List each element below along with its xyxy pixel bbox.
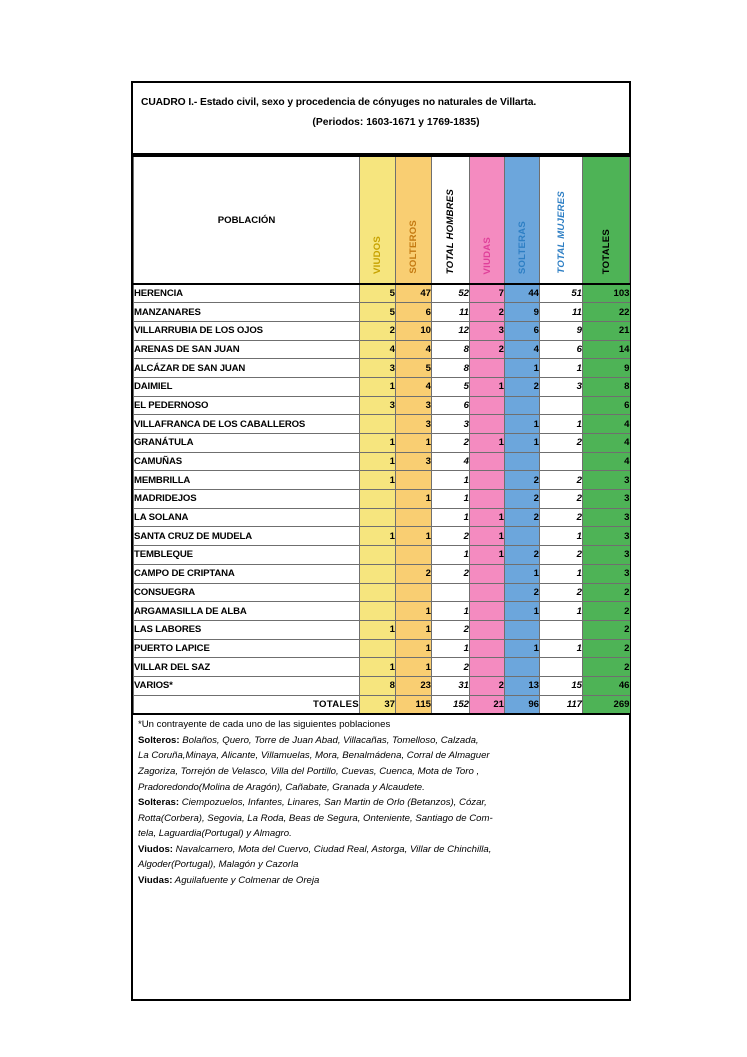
cell-viudas bbox=[470, 396, 505, 415]
column-header-viudas bbox=[470, 156, 505, 284]
cell-poblacion: MADRIDEJOS bbox=[134, 490, 360, 509]
footnote-line bbox=[138, 842, 623, 858]
totals-total-mujeres: 117 bbox=[540, 695, 583, 714]
cell-poblacion: DAIMIEL bbox=[134, 377, 360, 396]
table-row bbox=[134, 676, 630, 695]
cell-solteras: 2 bbox=[505, 377, 540, 396]
cell-solteras: 2 bbox=[505, 508, 540, 527]
footnote-line bbox=[138, 795, 623, 811]
footnote-line bbox=[138, 826, 623, 842]
cell-solteros: 1 bbox=[396, 490, 432, 509]
cell-viudos: 1 bbox=[360, 658, 396, 677]
cell-solteras: 4 bbox=[505, 340, 540, 359]
cell-viudas bbox=[470, 602, 505, 621]
cell-viudas bbox=[470, 415, 505, 434]
totals-viudas: 21 bbox=[470, 695, 505, 714]
footnote-groups bbox=[138, 733, 623, 889]
cell-totales: 9 bbox=[583, 359, 630, 378]
cell-solteros: 6 bbox=[396, 303, 432, 322]
cell-viudos: 5 bbox=[360, 303, 396, 322]
cell-poblacion: GRANÁTULA bbox=[134, 434, 360, 453]
cell-solteros bbox=[396, 583, 432, 602]
column-header-poblacion: POBLACIÓN bbox=[134, 156, 360, 284]
cell-total-hombres: 1 bbox=[432, 602, 470, 621]
footnote-text: Pradoredondo(Molina de Aragón), Cañabate, Granada y Alcaudete. bbox=[138, 781, 425, 793]
cuadro-table bbox=[133, 155, 630, 715]
cell-poblacion: VILLAFRANCA DE LOS CABALLEROS bbox=[134, 415, 360, 434]
cell-viudas: 1 bbox=[470, 508, 505, 527]
cell-total-mujeres bbox=[540, 620, 583, 639]
totals-total-hombres: 152 bbox=[432, 695, 470, 714]
cell-viudos bbox=[360, 508, 396, 527]
footnote-text: Ciempozuelos, Infantes, Linares, San Martin de Orlo (Betanzos), Cózar, bbox=[179, 797, 487, 809]
cell-solteros bbox=[396, 508, 432, 527]
cell-total-hombres: 1 bbox=[432, 471, 470, 490]
cell-totales: 3 bbox=[583, 546, 630, 565]
cell-total-hombres: 11 bbox=[432, 303, 470, 322]
cell-poblacion: VILLAR DEL SAZ bbox=[134, 658, 360, 677]
cell-solteras bbox=[505, 396, 540, 415]
footnote-line bbox=[138, 748, 623, 764]
footnote-line bbox=[138, 764, 623, 780]
cell-viudos: 4 bbox=[360, 340, 396, 359]
cell-viudos bbox=[360, 415, 396, 434]
cell-viudos bbox=[360, 564, 396, 583]
totals-row bbox=[134, 695, 630, 714]
cell-total-mujeres: 9 bbox=[540, 321, 583, 340]
cell-viudos: 8 bbox=[360, 676, 396, 695]
cell-poblacion: CAMUÑAS bbox=[134, 452, 360, 471]
cell-solteras: 2 bbox=[505, 583, 540, 602]
cell-solteras: 6 bbox=[505, 321, 540, 340]
cell-solteras: 2 bbox=[505, 471, 540, 490]
cell-solteros: 5 bbox=[396, 359, 432, 378]
cell-viudas bbox=[470, 564, 505, 583]
footnote-text: Aguilafuente y Colmenar de Oreja bbox=[172, 875, 320, 887]
cell-solteros: 2 bbox=[396, 564, 432, 583]
cell-poblacion: MANZANARES bbox=[134, 303, 360, 322]
cell-viudos: 1 bbox=[360, 527, 396, 546]
cell-viudas: 1 bbox=[470, 527, 505, 546]
cell-solteras bbox=[505, 527, 540, 546]
table-row bbox=[134, 284, 630, 303]
cell-total-hombres: 31 bbox=[432, 676, 470, 695]
cell-total-hombres: 2 bbox=[432, 620, 470, 639]
cell-viudos bbox=[360, 583, 396, 602]
cell-solteros: 3 bbox=[396, 415, 432, 434]
cell-total-hombres: 8 bbox=[432, 359, 470, 378]
cell-total-mujeres: 1 bbox=[540, 564, 583, 583]
cell-viudos: 3 bbox=[360, 396, 396, 415]
table-row bbox=[134, 602, 630, 621]
cell-total-hombres: 1 bbox=[432, 508, 470, 527]
table-row bbox=[134, 583, 630, 602]
cell-solteras: 1 bbox=[505, 434, 540, 453]
cell-total-hombres: 6 bbox=[432, 396, 470, 415]
cell-totales: 4 bbox=[583, 434, 630, 453]
cell-solteros: 1 bbox=[396, 639, 432, 658]
cell-total-mujeres: 1 bbox=[540, 415, 583, 434]
cell-viudos: 1 bbox=[360, 434, 396, 453]
footnote-line bbox=[138, 780, 623, 796]
cell-totales: 3 bbox=[583, 527, 630, 546]
cell-viudos: 1 bbox=[360, 620, 396, 639]
footnote-label: Solteros: bbox=[138, 734, 180, 746]
cell-viudas: 2 bbox=[470, 340, 505, 359]
table-row bbox=[134, 452, 630, 471]
cell-viudos bbox=[360, 546, 396, 565]
cell-viudas bbox=[470, 471, 505, 490]
cell-viudos bbox=[360, 602, 396, 621]
table-row bbox=[134, 303, 630, 322]
cell-solteras: 13 bbox=[505, 676, 540, 695]
cell-solteras: 44 bbox=[505, 284, 540, 303]
cell-total-hombres: 5 bbox=[432, 377, 470, 396]
cell-viudos: 5 bbox=[360, 284, 396, 303]
cell-viudas bbox=[470, 620, 505, 639]
cell-solteros: 1 bbox=[396, 658, 432, 677]
cell-totales: 3 bbox=[583, 490, 630, 509]
table-row bbox=[134, 321, 630, 340]
cell-solteros: 23 bbox=[396, 676, 432, 695]
column-header-solteras bbox=[505, 156, 540, 284]
table-row bbox=[134, 359, 630, 378]
column-header-total-mujeres bbox=[540, 156, 583, 284]
table-row bbox=[134, 434, 630, 453]
cell-total-hombres: 2 bbox=[432, 658, 470, 677]
cell-total-hombres: 1 bbox=[432, 546, 470, 565]
cell-total-mujeres: 6 bbox=[540, 340, 583, 359]
cell-totales: 8 bbox=[583, 377, 630, 396]
footnote-text: Zagoriza, Torrejón de Velasco, Villa del Portillo, Cuevas, Cuenca, Mota de Toro , bbox=[138, 765, 480, 777]
cell-total-mujeres: 1 bbox=[540, 527, 583, 546]
cell-solteras: 1 bbox=[505, 359, 540, 378]
cell-totales: 3 bbox=[583, 471, 630, 490]
cell-viudas bbox=[470, 490, 505, 509]
cell-poblacion: TEMBLEQUE bbox=[134, 546, 360, 565]
footnote-line bbox=[138, 873, 623, 889]
cell-totales: 2 bbox=[583, 620, 630, 639]
table-row bbox=[134, 546, 630, 565]
cell-poblacion: CONSUEGRA bbox=[134, 583, 360, 602]
table-row bbox=[134, 658, 630, 677]
table-row bbox=[134, 471, 630, 490]
cell-totales: 3 bbox=[583, 508, 630, 527]
cell-total-mujeres: 1 bbox=[540, 602, 583, 621]
cell-solteras bbox=[505, 658, 540, 677]
footnote-text: tela, Laguardia(Portugal) y Almagro. bbox=[138, 828, 292, 840]
table-body bbox=[134, 284, 630, 695]
cell-total-hombres: 12 bbox=[432, 321, 470, 340]
cell-solteros: 10 bbox=[396, 321, 432, 340]
cell-viudos: 1 bbox=[360, 452, 396, 471]
cuadro-sheet bbox=[131, 81, 631, 1001]
cell-totales: 2 bbox=[583, 602, 630, 621]
totals-solteros: 115 bbox=[396, 695, 432, 714]
column-header-total-hombres-label: TOTAL HOMBRES bbox=[445, 188, 456, 274]
cell-viudos bbox=[360, 639, 396, 658]
document-title: CUADRO I.- Estado civil, sexo y procedencia de cónyuges no naturales de Villarta. bbox=[141, 97, 537, 108]
cell-total-mujeres: 2 bbox=[540, 471, 583, 490]
cell-total-mujeres: 2 bbox=[540, 490, 583, 509]
cell-solteros: 1 bbox=[396, 620, 432, 639]
cell-total-mujeres bbox=[540, 452, 583, 471]
cell-totales: 6 bbox=[583, 396, 630, 415]
table-header-row bbox=[134, 156, 630, 284]
document-subtitle: (Periodos: 1603-1671 y 1769-1835) bbox=[312, 116, 480, 128]
cell-viudas bbox=[470, 359, 505, 378]
cell-solteras: 1 bbox=[505, 639, 540, 658]
cell-viudas bbox=[470, 583, 505, 602]
totals-solteras: 96 bbox=[505, 695, 540, 714]
cell-total-mujeres bbox=[540, 396, 583, 415]
cell-viudos: 1 bbox=[360, 471, 396, 490]
cell-total-mujeres: 1 bbox=[540, 359, 583, 378]
cell-total-mujeres: 1 bbox=[540, 639, 583, 658]
cell-total-mujeres: 2 bbox=[540, 508, 583, 527]
cell-total-mujeres: 2 bbox=[540, 546, 583, 565]
cell-poblacion: PUERTO LAPICE bbox=[134, 639, 360, 658]
table-row bbox=[134, 377, 630, 396]
cell-total-hombres: 1 bbox=[432, 639, 470, 658]
cell-viudas bbox=[470, 639, 505, 658]
cell-poblacion: MEMBRILLA bbox=[134, 471, 360, 490]
cell-poblacion: ALCÁZAR DE SAN JUAN bbox=[134, 359, 360, 378]
cell-totales: 46 bbox=[583, 676, 630, 695]
footnote-text: Bolaños, Quero, Torre de Juan Abad, Villacañas, Tomelloso, Calzada, bbox=[179, 734, 479, 746]
table-row bbox=[134, 490, 630, 509]
cell-total-hombres: 3 bbox=[432, 415, 470, 434]
cell-totales: 2 bbox=[583, 658, 630, 677]
table-row bbox=[134, 415, 630, 434]
cell-total-mujeres: 11 bbox=[540, 303, 583, 322]
cell-solteras bbox=[505, 452, 540, 471]
footnotes bbox=[133, 715, 629, 895]
cell-poblacion: LA SOLANA bbox=[134, 508, 360, 527]
cell-viudas: 3 bbox=[470, 321, 505, 340]
cell-total-hombres: 2 bbox=[432, 527, 470, 546]
table-row bbox=[134, 396, 630, 415]
cell-solteros: 4 bbox=[396, 377, 432, 396]
column-header-total-hombres bbox=[432, 156, 470, 284]
cell-viudas: 7 bbox=[470, 284, 505, 303]
table-row bbox=[134, 527, 630, 546]
totals-grand: 269 bbox=[583, 695, 630, 714]
cell-totales: 2 bbox=[583, 639, 630, 658]
cell-solteros: 4 bbox=[396, 340, 432, 359]
table-row bbox=[134, 340, 630, 359]
cell-solteros bbox=[396, 546, 432, 565]
cell-total-hombres: 2 bbox=[432, 434, 470, 453]
footnote-line bbox=[138, 811, 623, 827]
cell-total-hombres: 52 bbox=[432, 284, 470, 303]
totals-viudos: 37 bbox=[360, 695, 396, 714]
cell-totales: 22 bbox=[583, 303, 630, 322]
cell-viudos: 3 bbox=[360, 359, 396, 378]
cell-total-hombres: 4 bbox=[432, 452, 470, 471]
cell-total-mujeres: 2 bbox=[540, 583, 583, 602]
table-row bbox=[134, 508, 630, 527]
cell-solteros: 1 bbox=[396, 527, 432, 546]
cell-totales: 4 bbox=[583, 452, 630, 471]
cell-total-mujeres bbox=[540, 658, 583, 677]
cell-solteras: 9 bbox=[505, 303, 540, 322]
cell-total-mujeres: 51 bbox=[540, 284, 583, 303]
cell-total-hombres: 1 bbox=[432, 490, 470, 509]
cell-viudas bbox=[470, 658, 505, 677]
table-row bbox=[134, 564, 630, 583]
cell-solteros: 1 bbox=[396, 602, 432, 621]
footnote-label: Viudos: bbox=[138, 843, 174, 855]
cell-solteras: 2 bbox=[505, 546, 540, 565]
cell-viudas: 2 bbox=[470, 303, 505, 322]
column-header-total-mujeres-label: TOTAL MUJERES bbox=[555, 191, 567, 274]
cell-solteros: 3 bbox=[396, 396, 432, 415]
footnote-line bbox=[138, 857, 623, 873]
cell-solteras: 1 bbox=[505, 602, 540, 621]
cell-poblacion: HERENCIA bbox=[134, 284, 360, 303]
cell-totales: 21 bbox=[583, 321, 630, 340]
cell-total-mujeres: 15 bbox=[540, 676, 583, 695]
cell-totales: 3 bbox=[583, 564, 630, 583]
column-header-viudos-label: VIUDOS bbox=[372, 236, 383, 274]
footnote-text: Navalcarnero, Mota del Cuervo, Ciudad Real, Astorga, Villar de Chinchilla, bbox=[173, 843, 492, 855]
footnote-label: Viudas: bbox=[138, 875, 173, 887]
cell-totales: 4 bbox=[583, 415, 630, 434]
footnote-label: Solteras: bbox=[138, 797, 180, 809]
footnote-text: La Coruña,Minaya, Alicante, Villamuelas, Mora, Benalmádena, Corral de Almaguer bbox=[138, 750, 490, 762]
cell-total-hombres: 2 bbox=[432, 564, 470, 583]
column-header-solteras-label: SOLTERAS bbox=[516, 220, 528, 274]
cell-total-mujeres: 2 bbox=[540, 434, 583, 453]
cell-poblacion: ARGAMASILLA DE ALBA bbox=[134, 602, 360, 621]
column-header-totales bbox=[583, 156, 630, 284]
totals-label: TOTALES bbox=[134, 695, 360, 714]
footnote-text: Algoder(Portugal), Malagón y Cazorla bbox=[138, 859, 299, 871]
cell-solteros bbox=[396, 471, 432, 490]
cell-poblacion: LAS LABORES bbox=[134, 620, 360, 639]
column-header-totales-label: TOTALES bbox=[600, 228, 612, 274]
cell-viudas: 2 bbox=[470, 676, 505, 695]
cell-poblacion: VILLARRUBIA DE LOS OJOS bbox=[134, 321, 360, 340]
cell-poblacion: CAMPO DE CRIPTANA bbox=[134, 564, 360, 583]
cell-solteras bbox=[505, 620, 540, 639]
cell-solteros: 1 bbox=[396, 434, 432, 453]
column-header-viudas-label: VIUDAS bbox=[481, 236, 493, 274]
cell-solteras: 2 bbox=[505, 490, 540, 509]
column-header-viudos bbox=[360, 156, 396, 284]
cell-viudos: 1 bbox=[360, 377, 396, 396]
cell-totales: 2 bbox=[583, 583, 630, 602]
cell-total-mujeres: 3 bbox=[540, 377, 583, 396]
cell-totales: 103 bbox=[583, 284, 630, 303]
table-row bbox=[134, 639, 630, 658]
cell-viudas bbox=[470, 452, 505, 471]
table-row bbox=[134, 620, 630, 639]
column-header-solteros-label: SOLTEROS bbox=[408, 220, 419, 274]
cell-poblacion: EL PEDERNOSO bbox=[134, 396, 360, 415]
cell-solteras: 1 bbox=[505, 415, 540, 434]
cell-viudos: 2 bbox=[360, 321, 396, 340]
cell-solteras: 1 bbox=[505, 564, 540, 583]
footnote-intro: *Un contrayente de cada uno de las siguientes poblaciones bbox=[138, 719, 391, 731]
cell-poblacion: VARIOS* bbox=[134, 676, 360, 695]
cell-total-hombres bbox=[432, 583, 470, 602]
cell-poblacion: ARENAS DE SAN JUAN bbox=[134, 340, 360, 359]
cell-viudas: 1 bbox=[470, 434, 505, 453]
footnote-text: Rotta(Corbera), Segovia, La Roda, Beas de Segura, Onteniente, Santiago de Com- bbox=[138, 812, 493, 824]
title-block bbox=[133, 83, 629, 155]
cell-viudas: 1 bbox=[470, 546, 505, 565]
cell-viudas: 1 bbox=[470, 377, 505, 396]
cell-solteros: 47 bbox=[396, 284, 432, 303]
cell-totales: 14 bbox=[583, 340, 630, 359]
cell-total-hombres: 8 bbox=[432, 340, 470, 359]
column-header-solteros bbox=[396, 156, 432, 284]
cell-viudos bbox=[360, 490, 396, 509]
footnote-line bbox=[138, 733, 623, 749]
cell-poblacion: SANTA CRUZ DE MUDELA bbox=[134, 527, 360, 546]
cell-solteros: 3 bbox=[396, 452, 432, 471]
